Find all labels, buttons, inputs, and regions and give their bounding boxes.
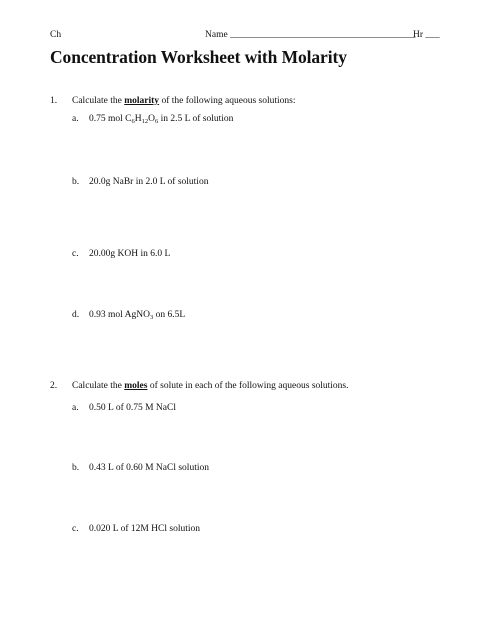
question-1-prompt: Calculate the molarity of the following aqueous solutions:	[72, 96, 296, 106]
question-1d-letter: d.	[72, 310, 80, 320]
question-2-number: 2.	[50, 381, 58, 391]
name-blank: _______________________________________	[230, 30, 416, 40]
question-1c-letter: c.	[72, 249, 79, 259]
question-1a-text: 0.75 mol $C_6H_{12}O_6$ in 2.5 L of solution	[89, 114, 234, 125]
question-2b-letter: b.	[72, 463, 80, 473]
hour-field	[413, 30, 440, 40]
question-1-emphasis: molarity	[124, 96, 160, 106]
question-2a-text: 0.50 L of 0.75 M NaCl	[89, 403, 176, 413]
question-2a-letter: a.	[72, 403, 79, 413]
name-label: Name	[205, 30, 228, 40]
question-2b-text: 0.43 L of 0.60 M NaCl solution	[89, 463, 209, 473]
question-2-prompt: Calculate the moles of solute in each of the following aqueous solutions.	[72, 381, 349, 391]
question-2-emphasis: moles	[124, 381, 148, 391]
question-2c-text: 0.020 L of 12M HCl solution	[89, 524, 201, 534]
question-1c-text: 20.00g KOH in 6.0 L	[89, 249, 171, 259]
page-title: Concentration Worksheet with Molarity	[50, 47, 347, 67]
question-2c-letter: c.	[72, 524, 79, 534]
question-1b-letter: b.	[72, 177, 80, 187]
question-1-number: 1.	[50, 96, 58, 106]
question-1a-letter: a.	[72, 114, 79, 124]
question-1d-text: 0.93 mol AgNO$_3$ on 6.5L	[89, 310, 186, 321]
course-label: Ch	[50, 30, 62, 40]
question-1b-text: 20.0g NaBr in 2.0 L of solution	[89, 177, 209, 187]
hour-label: Hr	[413, 30, 424, 40]
name-field	[205, 30, 415, 40]
hour-blank: ___	[425, 30, 440, 40]
